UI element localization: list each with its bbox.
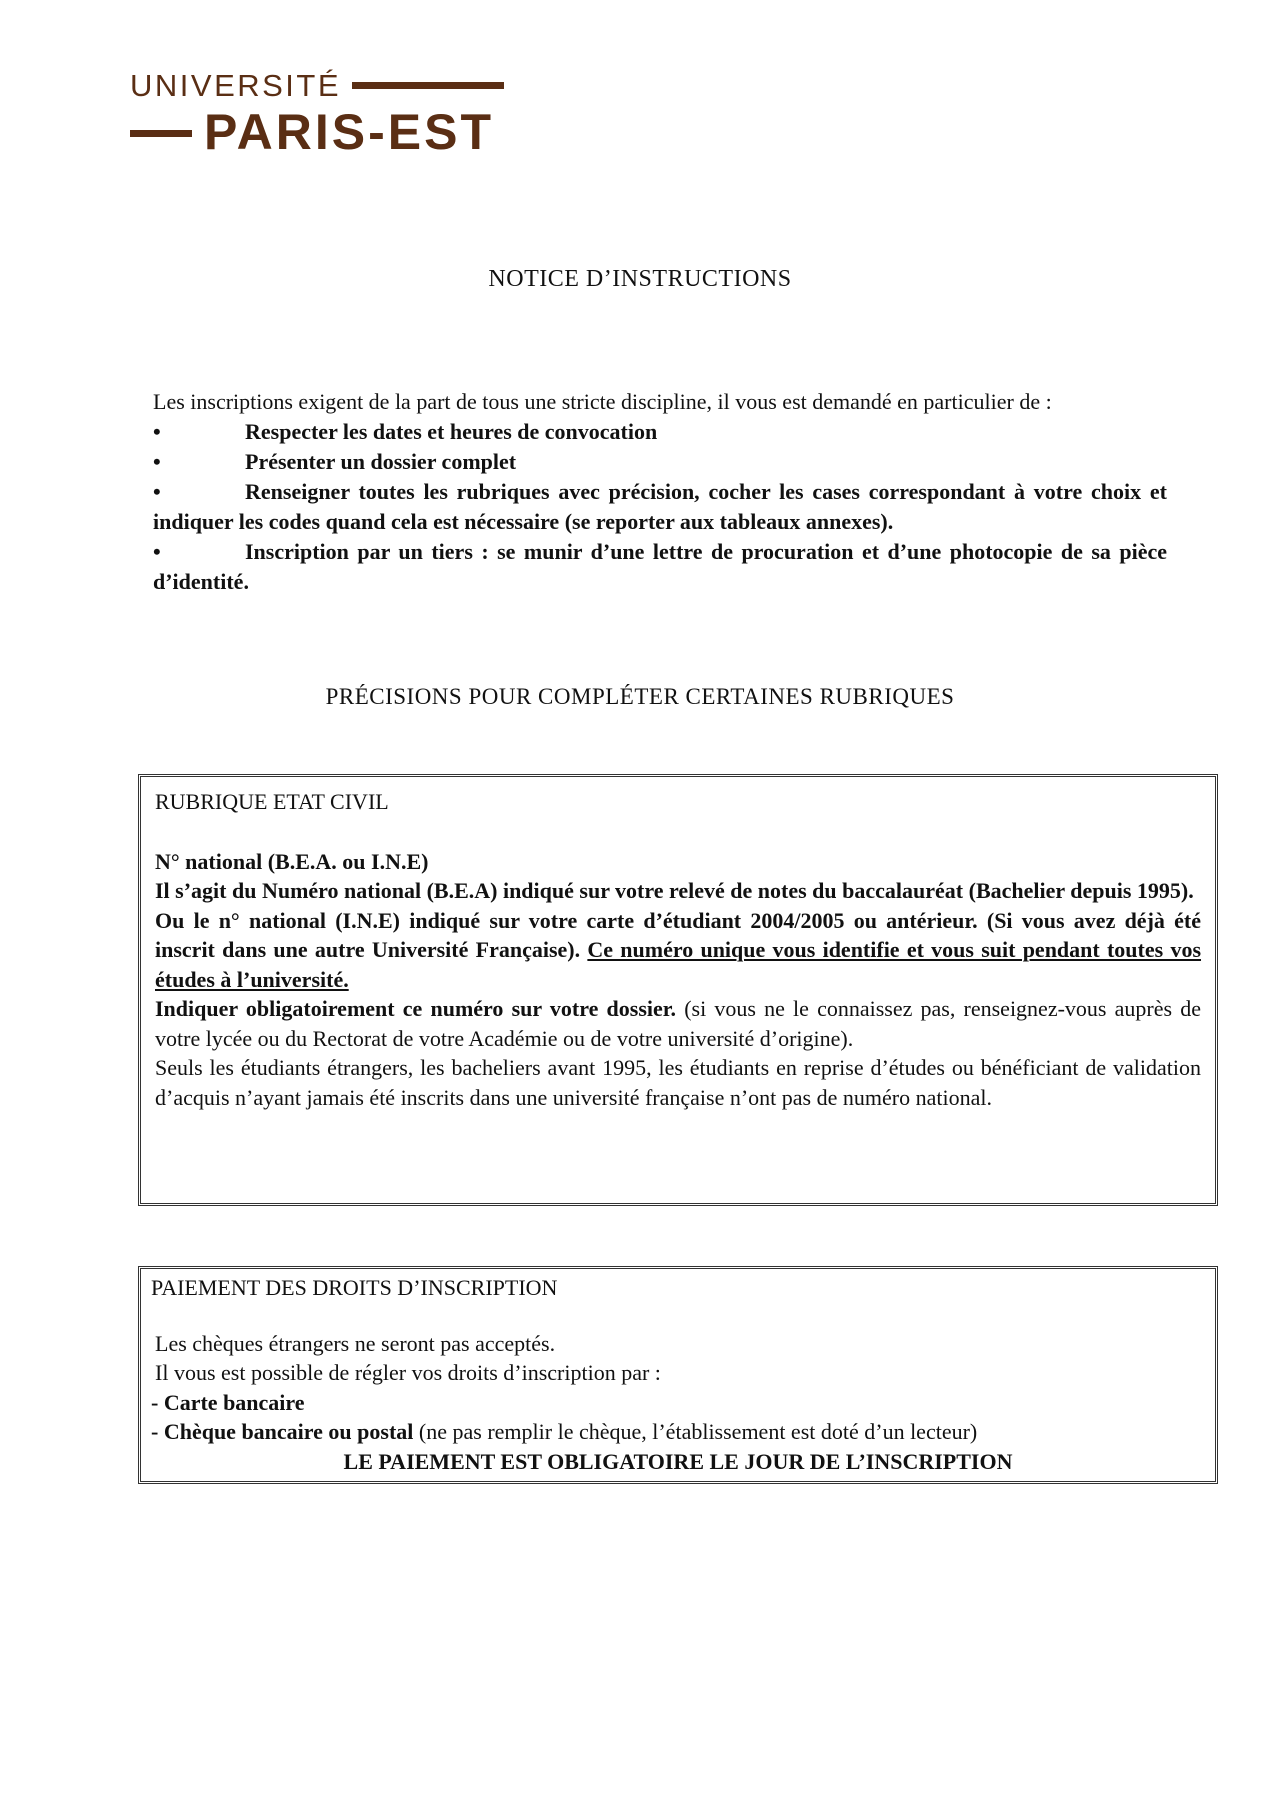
payment-mandatory-notice: LE PAIEMENT EST OBLIGATOIRE LE JOUR DE L’INSCRIPTION bbox=[343, 1448, 1013, 1474]
logo-text-paris-est: PARIS-EST bbox=[204, 104, 494, 160]
etat-civil-box bbox=[138, 774, 1218, 1206]
bullet-text: Inscription par un tiers : se munir d’une lettre de procuration et d’une photocopie de sa pièce d’identité. bbox=[153, 539, 1167, 594]
bullet-item bbox=[153, 537, 1167, 597]
bea-paragraph: Il s’agit du Numéro national (B.E.A) indiqué sur votre relevé de notes du baccalauréat (Bachelier depuis 1995). bbox=[155, 878, 1194, 903]
bullet-icon: • bbox=[153, 419, 161, 444]
section-title: PRÉCISIONS POUR COMPLÉTER CERTAINES RUBRIQUES bbox=[325, 684, 955, 709]
logo-bar-top bbox=[352, 82, 504, 89]
logo-text-universite: UNIVERSITÉ bbox=[130, 68, 342, 103]
bullet-item bbox=[153, 447, 1167, 477]
payment-options-line: Il vous est possible de régler vos droits d’inscription par : bbox=[155, 1360, 661, 1385]
bullet-text: Renseigner toutes les rubriques avec précision, cocher les cases correspondant à votre choix et indiquer les codes quand cela est nécessaire (se reporter aux tableaux annexes). bbox=[153, 479, 1167, 534]
bullet-icon: • bbox=[153, 449, 161, 474]
paiement-heading: PAIEMENT DES DROITS D’INSCRIPTION bbox=[151, 1275, 558, 1300]
intro-section bbox=[153, 387, 1167, 597]
option-cheque bbox=[151, 1417, 1205, 1447]
university-logo bbox=[130, 68, 510, 158]
intro-paragraph: Les inscriptions exigent de la part de tous une stricte discipline, il vous est demandé en particulier de : bbox=[153, 389, 1052, 414]
bullet-icon: • bbox=[153, 479, 161, 504]
option-cheque-detail: (ne pas remplir le chèque, l’établissement est doté d’un lecteur) bbox=[418, 1419, 978, 1444]
page-title: NOTICE D’INSTRUCTIONS bbox=[488, 266, 792, 292]
etat-civil-heading: RUBRIQUE ETAT CIVIL bbox=[155, 789, 389, 814]
option-carte-bancaire: - Carte bancaire bbox=[151, 1389, 305, 1415]
ine-text: Ou le n° national (I.N.E) indiqué sur votre carte d’étudiant 2004/2005 ou antérieur. (Si vous avez déjà été inscrit dans une autre Université Française). bbox=[155, 907, 1201, 962]
national-number-label: N° national (B.E.A. ou I.N.E) bbox=[155, 848, 429, 874]
paiement-box bbox=[138, 1266, 1218, 1484]
ine-paragraph bbox=[155, 906, 1201, 995]
mandatory-text: Indiquer obligatoirement ce numéro sur votre dossier. bbox=[155, 996, 677, 1021]
bullet-text: Respecter les dates et heures de convocation bbox=[245, 419, 658, 444]
bullet-item bbox=[153, 477, 1167, 537]
bullet-text: Présenter un dossier complet bbox=[245, 449, 517, 474]
bullet-item bbox=[153, 417, 1167, 447]
ine-underlined-text: Ce numéro unique vous identifie et vous suit pendant toutes vos études à l’université. bbox=[155, 937, 1202, 992]
option-cheque-label: - Chèque bancaire ou postal bbox=[151, 1419, 414, 1444]
logo-bar-bottom bbox=[130, 130, 192, 137]
mandatory-detail: (si vous ne le connaissez pas, renseignez-vous auprès de votre lycée ou du Rectorat de votre Académie ou de votre université d’origine). bbox=[155, 996, 1201, 1051]
foreign-cheques-line: Les chèques étrangers ne seront pas acceptés. bbox=[155, 1330, 556, 1356]
mandatory-paragraph bbox=[155, 994, 1201, 1053]
exceptions-paragraph: Seuls les étudiants étrangers, les bacheliers avant 1995, les étudiants en reprise d’études ou bénéficiant de validation d’acquis n’ayant jamais été inscrits dans une université française n’ont pas de numéro national. bbox=[155, 1055, 1201, 1110]
bullet-icon: • bbox=[153, 539, 161, 564]
